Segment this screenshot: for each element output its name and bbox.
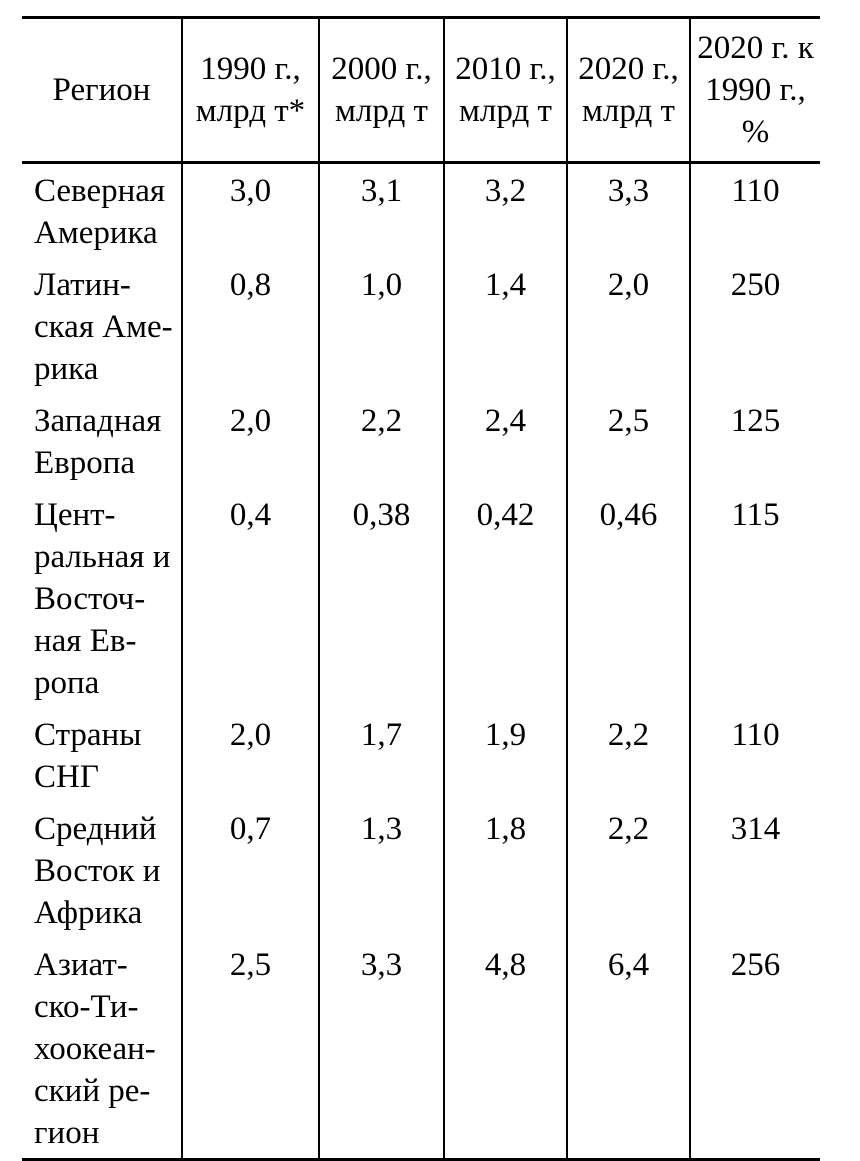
region-cell <box>22 258 182 394</box>
region-cell <box>22 163 182 259</box>
region-name-line: Западная <box>34 403 162 439</box>
value-pct-cell: 110 <box>690 163 820 259</box>
header-1990 <box>182 18 319 163</box>
value-2020-cell: 0,46 <box>567 488 690 708</box>
value-1990-cell: 0,7 <box>182 802 319 938</box>
header-pct <box>690 18 820 163</box>
value-2010-cell: 4,8 <box>444 938 567 1160</box>
region-name-line: Латин- <box>34 267 131 303</box>
value-2000-cell: 2,2 <box>319 394 444 488</box>
header-2010-line: 2010 г., <box>455 51 556 87</box>
header-pct-line: 2020 г. к <box>697 30 814 66</box>
value-2000-cell: 3,3 <box>319 938 444 1160</box>
region-cell <box>22 394 182 488</box>
value-2020-cell: 2,5 <box>567 394 690 488</box>
header-row <box>22 18 820 163</box>
value-2010-cell: 0,42 <box>444 488 567 708</box>
header-region-line: Регион <box>52 72 151 108</box>
value-pct-cell: 115 <box>690 488 820 708</box>
table-row <box>22 163 820 259</box>
value-pct-cell: 125 <box>690 394 820 488</box>
table-row <box>22 488 820 708</box>
region-name-line: СНГ <box>34 759 99 795</box>
value-1990-cell: 0,8 <box>182 258 319 394</box>
header-pct-line: 1990 г., <box>705 72 806 108</box>
value-1990-cell: 0,4 <box>182 488 319 708</box>
value-2010-cell: 1,9 <box>444 708 567 802</box>
region-name-line: рика <box>34 351 99 387</box>
value-2000-cell: 1,3 <box>319 802 444 938</box>
value-2010-cell: 2,4 <box>444 394 567 488</box>
table-row <box>22 258 820 394</box>
header-2020 <box>567 18 690 163</box>
value-1990-cell: 2,0 <box>182 394 319 488</box>
table-row <box>22 394 820 488</box>
region-name-line: ско-Ти- <box>34 989 139 1025</box>
header-2000-line: млрд т <box>335 93 428 129</box>
header-2000-line: 2000 г., <box>331 51 432 87</box>
value-pct-cell: 250 <box>690 258 820 394</box>
region-name-line: Азиат- <box>34 947 128 983</box>
region-name-line: хоокеан- <box>34 1031 156 1067</box>
value-2020-cell: 2,2 <box>567 802 690 938</box>
value-pct-cell: 314 <box>690 802 820 938</box>
region-name-line: Страны <box>34 717 142 753</box>
value-1990-cell: 3,0 <box>182 163 319 259</box>
value-pct-cell: 256 <box>690 938 820 1160</box>
header-2020-line: 2020 г., <box>578 51 679 87</box>
value-2020-cell: 2,2 <box>567 708 690 802</box>
region-name-line: ральная и <box>34 539 171 575</box>
header-region <box>22 18 182 163</box>
region-name-line: ская Аме- <box>34 309 173 345</box>
value-pct-cell: 110 <box>690 708 820 802</box>
region-name-line: Восточ- <box>34 581 146 617</box>
region-cell <box>22 938 182 1160</box>
header-2010 <box>444 18 567 163</box>
value-2010-cell: 1,8 <box>444 802 567 938</box>
region-name-line: ропа <box>34 665 100 701</box>
header-2000 <box>319 18 444 163</box>
region-name-line: Восток и <box>34 853 161 889</box>
header-2010-line: млрд т <box>459 93 552 129</box>
data-table <box>22 16 820 1161</box>
header-1990-line: 1990 г., <box>200 51 301 87</box>
value-2000-cell: 1,7 <box>319 708 444 802</box>
table-body <box>22 163 820 1160</box>
region-cell <box>22 802 182 938</box>
region-cell <box>22 488 182 708</box>
value-2010-cell: 3,2 <box>444 163 567 259</box>
value-1990-cell: 2,0 <box>182 708 319 802</box>
value-1990-cell: 2,5 <box>182 938 319 1160</box>
table-row <box>22 938 820 1160</box>
table-row <box>22 708 820 802</box>
header-2020-line: млрд т <box>582 93 675 129</box>
region-name-line: ский ре- <box>34 1073 151 1109</box>
value-2020-cell: 2,0 <box>567 258 690 394</box>
header-pct-line: % <box>741 114 770 150</box>
region-name-line: Северная <box>34 173 166 209</box>
region-name-line: Цент- <box>34 497 116 533</box>
table-row <box>22 802 820 938</box>
region-name-line: Африка <box>34 895 143 931</box>
value-2020-cell: 3,3 <box>567 163 690 259</box>
region-name-line: ная Ев- <box>34 623 137 659</box>
region-name-line: Европа <box>34 445 136 481</box>
region-name-line: Средний <box>34 811 157 847</box>
value-2020-cell: 6,4 <box>567 938 690 1160</box>
header-1990-line: млрд т* <box>195 93 306 129</box>
value-2010-cell: 1,4 <box>444 258 567 394</box>
value-2000-cell: 1,0 <box>319 258 444 394</box>
region-name-line: Америка <box>34 215 158 251</box>
region-cell <box>22 708 182 802</box>
region-name-line: гион <box>34 1115 100 1151</box>
value-2000-cell: 3,1 <box>319 163 444 259</box>
value-2000-cell: 0,38 <box>319 488 444 708</box>
